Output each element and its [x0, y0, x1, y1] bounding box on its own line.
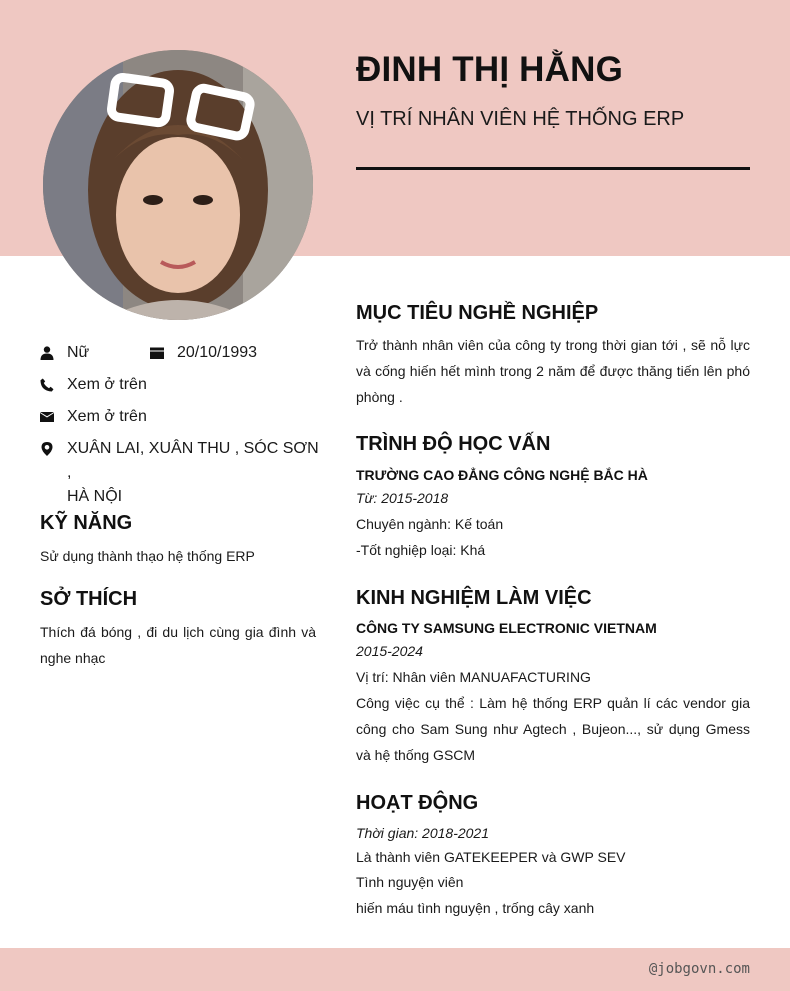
- experience-role: Vị trí: Nhân viên MANUAFACTURING: [356, 669, 591, 685]
- mail-icon: [40, 405, 54, 429]
- calendar-icon: [150, 341, 164, 365]
- activities-title: HOẠT ĐỘNG: [356, 792, 479, 814]
- objective-title: MỤC TIÊU NGHỀ NGHIỆP: [356, 302, 599, 324]
- gender-value: Nữ: [67, 344, 90, 361]
- address-line-2: HÀ NỘI: [67, 488, 123, 505]
- activity-line: hiến máu tình nguyện , trống cây xanh: [356, 900, 595, 916]
- education-title: TRÌNH ĐỘ HỌC VẤN: [356, 433, 551, 455]
- address-value: [67, 437, 320, 509]
- gender-row: [40, 341, 89, 365]
- education-major: Chuyên ngành: Kế toán: [356, 516, 504, 532]
- activity-line: Là thành viên GATEKEEPER và GWP SEV: [356, 849, 626, 865]
- experience-title: KINH NGHIỆM LÀM VIỆC: [356, 587, 592, 609]
- activities-period: Thời gian: 2018-2021: [356, 825, 489, 841]
- location-pin-icon: [40, 437, 54, 461]
- person-icon: [40, 341, 54, 365]
- birthday-row: [150, 341, 257, 365]
- phone-row: [40, 373, 147, 397]
- school-name: TRƯỜNG CAO ĐẲNG CÔNG NGHỆ BẮC HÀ: [356, 467, 648, 483]
- job-position: VỊ TRÍ NHÂN VIÊN HỆ THỐNG ERP: [356, 108, 685, 130]
- address-row: [40, 437, 320, 509]
- company-name: CÔNG TY SAMSUNG ELECTRONIC VIETNAM: [356, 620, 657, 636]
- experience-period: 2015-2024: [356, 643, 423, 659]
- skills-title: KỸ NĂNG: [40, 512, 133, 534]
- objective-text: Trở thành nhân viên của công ty trong thời gian tới , sẽ nỗ lực và cống hiến hết mình trong 2 năm để được thăng tiến lên phó phòng .: [356, 337, 750, 405]
- header-divider: [356, 167, 750, 170]
- phone-icon: [40, 373, 54, 397]
- education-period: Từ: 2015-2018: [356, 490, 449, 506]
- address-line-1: XUÂN LAI, XUÂN THU , SÓC SƠN ,: [67, 440, 319, 481]
- email-row: [40, 405, 147, 429]
- hobbies-text: Thích đá bóng , đi du lịch cùng gia đình và nghe nhạc: [40, 624, 316, 666]
- profile-photo: [43, 50, 313, 320]
- experience-description: Công việc cụ thể : Làm hệ thống ERP quản lí các vendor gia công cho Sam Sung như Agtech , Bujeon..., sử dụng Gmess và hệ thống GSCM: [356, 695, 750, 763]
- skills-text: Sử dụng thành thạo hệ thống ERP: [40, 548, 255, 564]
- birthday-value: 20/10/1993: [177, 344, 258, 361]
- phone-value: Xem ở trên: [67, 376, 147, 393]
- candidate-name: ĐINH THỊ HẰNG: [356, 50, 624, 89]
- hobbies-title: SỞ THÍCH: [40, 588, 138, 610]
- activity-line: Tình nguyện viên: [356, 874, 464, 890]
- watermark: @jobgovn.com: [648, 961, 750, 977]
- email-value: Xem ở trên: [67, 408, 147, 425]
- education-grade: -Tốt nghiệp loại: Khá: [356, 542, 486, 558]
